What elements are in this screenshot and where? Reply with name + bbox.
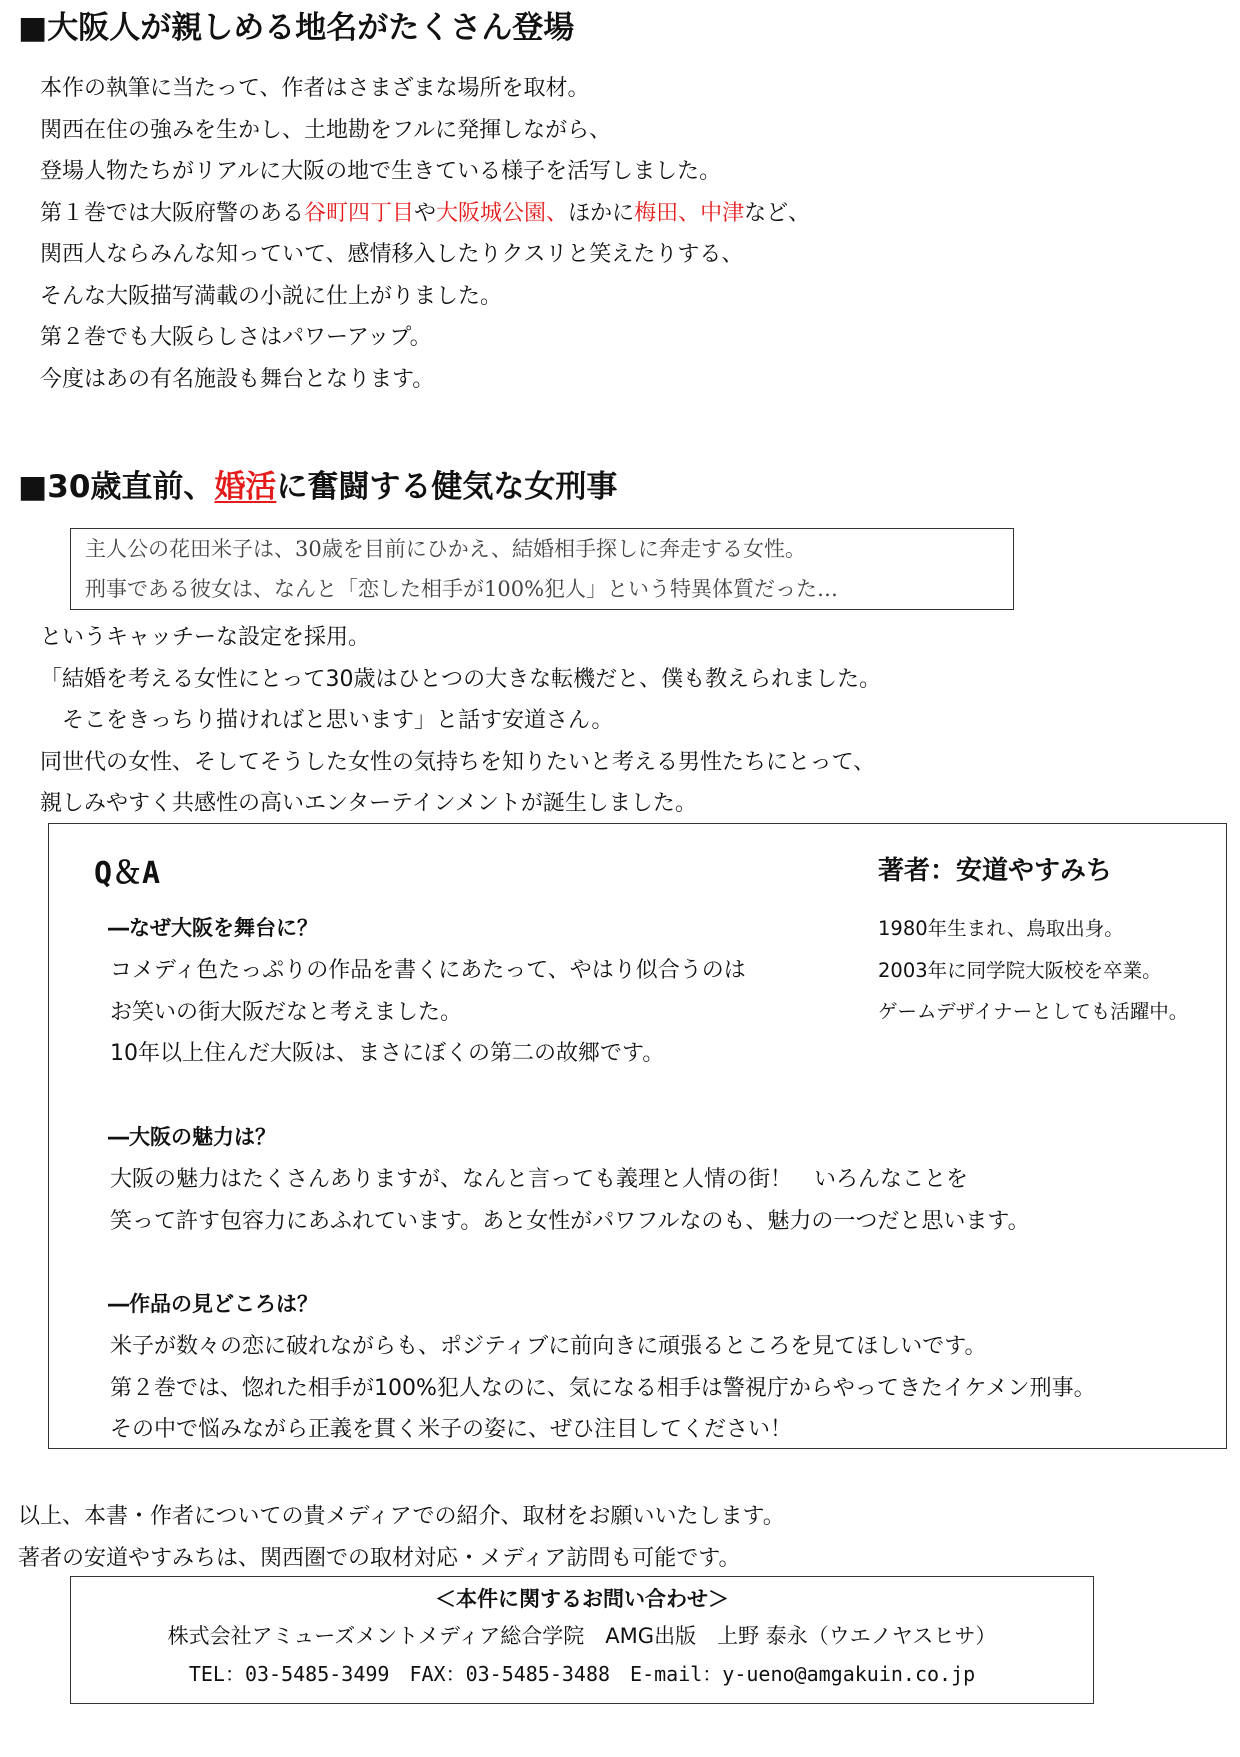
closing-line: 以上、本書・作者についての貴メディアでの紹介、取材をお願いいたします。 xyxy=(18,1504,785,1529)
section1-line-places xyxy=(40,193,810,235)
closing-line: 著者の安道やすみちは、関西圏での取材対応・メディア訪問も可能です。 xyxy=(18,1545,741,1571)
place-name: 梅田、中津 xyxy=(634,200,745,226)
section2-line: というキャッチーな設定を採用。 xyxy=(40,625,371,650)
section2-line: 同世代の女性、そしてそうした女性の気持ちを知りたいと考える男性たちにとって、 xyxy=(40,749,876,775)
answer-line: コメディ色たっぷりの作品を書くにあたって、やはり似合うのは xyxy=(110,958,746,983)
qa-answer xyxy=(110,1159,1030,1242)
text: 第１巻では大阪府警のある xyxy=(40,200,305,226)
section1-body xyxy=(40,68,810,400)
section1-line: 関西在住の強みを生かし、土地勘をフルに発揮しながら、 xyxy=(40,117,612,143)
qa-title: Q＆A xyxy=(94,856,161,891)
profile-line: ゲームデザイナーとしても活躍中。 xyxy=(878,1000,1189,1023)
heading-text: に奮闘する健気な女刑事 xyxy=(276,469,618,505)
heading-highlight: 婚活 xyxy=(214,469,277,505)
section1-line: 関西人ならみんな知っていて、感情移入したりクスリと笑えたりする、 xyxy=(40,242,744,267)
profile-line: 1980年生まれ、鳥取出身。 xyxy=(878,917,1124,940)
answer-line: 大阪の魅力はたくさんありますが、なんと言っても義理と人情の街！ いろんなことを xyxy=(110,1167,969,1192)
section2-body xyxy=(40,617,881,825)
section2-heading xyxy=(18,467,617,507)
answer-line: 米子が数々の恋に破れながらも、ポジティブに前向きに頑張るところを見てほしいです。 xyxy=(110,1334,987,1359)
qa-question: ―作品の見どころは？ xyxy=(108,1292,318,1316)
text: ほかに xyxy=(568,200,635,226)
section1-line: 第２巻でも大阪らしさはパワーアップ。 xyxy=(40,325,432,350)
profile-line: 2003年に同学院大阪校を卒業。 xyxy=(878,958,1162,982)
closing-text xyxy=(18,1496,785,1579)
heading-text: ■30歳直前、 xyxy=(18,469,215,505)
contact-company: 株式会社アミューズメントメディア総合学院 AMG出版 上野 泰永（ウエノヤスヒサ） xyxy=(167,1624,997,1648)
contact-details: TEL：03-5485-3499 FAX：03-5485-3488 E-mail：y-ueno@amgakuin.co.jp xyxy=(188,1662,976,1686)
qa-answer xyxy=(110,950,746,1075)
author-title: 著者：安道やすみち xyxy=(878,856,1113,886)
section1-line: 本作の執筆に当たって、作者はさまざまな場所を取材。 xyxy=(40,76,590,101)
text: や xyxy=(414,200,437,226)
answer-line: 第２巻では、惚れた相手が100%犯人なのに、気になる相手は警視庁からやってきたイケメン刑事。 xyxy=(110,1375,1096,1401)
qa-question: ―大阪の魅力は？ xyxy=(108,1125,276,1149)
section1-heading: ■大阪人が親しめる地名がたくさん登場 xyxy=(18,10,575,46)
answer-line: 笑って許す包容力にあふれています。あと女性がパワフルなのも、魅力の一つだと思います。 xyxy=(110,1208,1030,1234)
contact-box xyxy=(70,1576,1094,1704)
text: など、 xyxy=(744,200,811,226)
contact-title: ＜本件に関するお問い合わせ＞ xyxy=(435,1587,729,1611)
section2-line: 「結婚を考える女性にとって30歳はひとつの大きな転機だと、僕も教えられました。 xyxy=(40,666,882,692)
qa-answer xyxy=(110,1326,1096,1451)
section2-line: 親しみやすく共感性の高いエンターテインメントが誕生しました。 xyxy=(40,791,697,816)
section1-line: そんな大阪描写満載の小説に仕上がりました。 xyxy=(40,283,503,309)
catchphrase-box xyxy=(70,528,1014,610)
catchphrase-line: 主人公の花田米子は、30歳を目前にひかえ、結婚相手探しに奔走する女性。 xyxy=(85,537,806,561)
author-profile xyxy=(878,908,1188,1033)
section1-line: 今度はあの有名施設も舞台となります。 xyxy=(40,366,435,392)
answer-line: その中で悩みながら正義を貫く米子の姿に、ぜひ注目してください！ xyxy=(110,1417,793,1442)
catchphrase-line: 刑事である彼女は、なんと「恋した相手が100%犯人」という特異体質だった… xyxy=(85,577,839,601)
qa-question: ―なぜ大阪を舞台に？ xyxy=(108,916,318,940)
place-name: 谷町四丁目 xyxy=(304,200,415,226)
section1-line: 登場人物たちがリアルに大阪の地で生きている様子を活写しました。 xyxy=(40,159,722,184)
section2-line: そこをきっちり描ければと思います」と話す安道さん。 xyxy=(40,708,614,733)
answer-line: 10年以上住んだ大阪は、まさにぼくの第二の故郷です。 xyxy=(110,1041,665,1066)
place-name: 大阪城公園、 xyxy=(436,200,569,226)
answer-line: お笑いの街大阪だなと考えました。 xyxy=(110,999,463,1025)
